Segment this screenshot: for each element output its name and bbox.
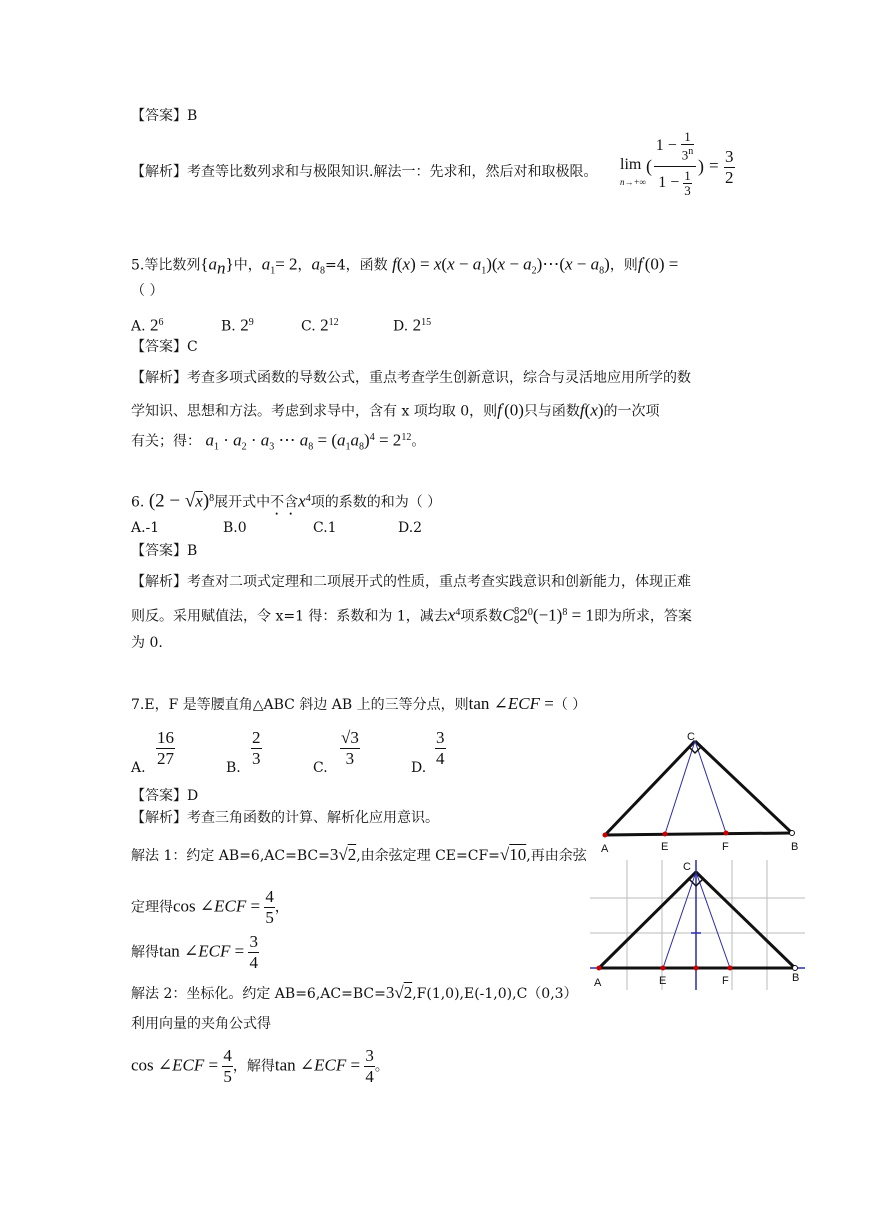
q7-method2-line1: 解法 2：坐标化。约定 AB=6,AC=BC=3√2,F(1,0),E(-1,0),C（0,3）: [131, 983, 578, 1002]
q5-option-b: B. $2^9$: [221, 315, 254, 335]
q5-option-c: C. $2^{12}$: [301, 315, 339, 335]
q6-option-c: C.1: [313, 520, 337, 536]
fig1-side-bc: [695, 741, 792, 833]
q4-analysis-prefix: 【解析】: [131, 164, 187, 180]
fig1-point-b: [790, 831, 795, 836]
q7-method1-line3: 解得tan ∠ECF = $\frac{3}{4}$: [131, 932, 258, 972]
q5-a1-eq: = 2: [275, 254, 298, 274]
q7-answer: 【答案】D: [131, 788, 199, 804]
q7-option-b-frac: $\frac{2}{3}$: [252, 728, 261, 768]
q5-stem: 5.等比数列$\{a_n\}$中，$a_1= 2$，$a_8=4$，函数 $f(x) = x(x - a_1)(x$ − $a_2)\cdots(x - a_8)$，则f′(0) =: [131, 254, 679, 278]
q7-option-a-frac: $\frac{16}{27}$: [157, 728, 174, 768]
triangle-figure-2: [590, 860, 805, 990]
triangle-figure-1: [595, 728, 805, 853]
q7-analysis: 【解析】考查三角函数的计算、解析化应用意识。: [131, 810, 439, 826]
q5-a-n: a: [208, 254, 218, 274]
fig1-point-f: [724, 831, 729, 836]
fig2-side-ac: [599, 872, 696, 968]
fig2-point-a: [597, 966, 602, 971]
fig1-point-a: [603, 833, 608, 838]
fig2-point-b: [793, 966, 798, 971]
fig1-label-f: F: [722, 841, 729, 853]
q7-stem: 7.E，F 是等腰直角△ABC 斜边 AB 上的三等分点，则tan ∠ECF =（ ）: [131, 694, 587, 713]
q5-analysis-line2: 学知识、思想和方法。考虑到求导中，含有 x 项均取 0，则f′(0)只与函数f(x)的一次项: [131, 400, 660, 420]
q4-answer: 【答案】B: [131, 108, 198, 124]
fig2-label-f: F: [722, 975, 729, 987]
q5-then: ，则: [609, 257, 638, 274]
fig1-label-c: C: [687, 731, 695, 743]
q6-analysis-line1: 【解析】考查对二项式定理和二项展开式的性质，重点考查实践意识和创新能力，体现正难: [131, 574, 691, 590]
q6-analysis-line2: 则反。采用赋值法，令 x=1 得：系数和为 1，减去$x^4$项系数C 8 8 $2^0(-1)^8 = 1$即为所求，答案: [131, 605, 692, 626]
q5-middle: 中，: [233, 257, 262, 274]
q6-option-b: B.0: [223, 520, 247, 536]
q7-method1-line1: 解法 1：约定 AB=6,AC=BC=3√2,由余弦定理 CE=CF=√10,再由余弦: [131, 845, 587, 864]
q7-option-a: A.: [131, 760, 146, 776]
q7-option-d-frac: $\frac{3}{4}$: [436, 728, 445, 768]
q6-analysis-line3: 为 0.: [131, 635, 163, 651]
fig2-side-bc: [696, 872, 795, 968]
q6-option-d: D.2: [398, 520, 423, 536]
q5-answer: 【答案】C: [131, 339, 198, 355]
fig1-label-a: A: [601, 843, 609, 853]
fig1-point-e: [663, 832, 668, 837]
fig2-point-f: [728, 966, 733, 971]
fig1-side-ac: [605, 741, 695, 835]
fig2-point-o: [694, 966, 699, 971]
q7-option-c: C.: [313, 760, 328, 776]
fig1-label-b: B: [791, 841, 799, 853]
q6-option-a: A.-1: [131, 520, 160, 536]
q7-method2-line2: 利用向量的夹角公式得: [131, 1016, 271, 1032]
q4-analysis: [131, 162, 597, 182]
fig1-label-e: E: [661, 841, 669, 853]
q5-paren: （ ）: [131, 283, 164, 299]
fig2-grid: [590, 860, 805, 990]
q5-analysis-line1: 【解析】考查多项式函数的导数公式，重点考查学生创新意识，综合与灵活地应用所学的数: [131, 370, 691, 386]
q4-analysis-text: 考查等比数列求和与极限知识.解法一：先求和，然后对和取极限。: [187, 164, 598, 180]
fig2-point-e: [661, 966, 666, 971]
q5-analysis-line3: 有关；得： $a_1 \cdot a_2 \cdot a_3$ ⋯ $a_8 = (a_1a_8)^4 = 2^{12}$。: [131, 430, 426, 453]
q6-not-contain: 不含: [270, 494, 299, 511]
fig2-label-a: A: [594, 977, 602, 989]
fig2-label-c: C: [683, 861, 691, 873]
q5-a8-text: =4，函数: [325, 257, 388, 274]
q5-prefix: 5.等比数列: [131, 257, 201, 274]
q7-option-d: D.: [411, 760, 427, 776]
fig2-label-e: E: [659, 975, 667, 987]
q7-option-b: B.: [226, 760, 241, 776]
fig1-side-ab: [605, 833, 792, 835]
q6-num: 6.: [131, 494, 145, 511]
q7-method1-line2: 定理得cos ∠ECF = $\frac{4}{5}$ ，: [131, 887, 289, 927]
fig2-label-b: B: [792, 972, 800, 984]
q6-stem: 6. $(2 - √x)^8$展开式中不含$x^4$项的系数的和为（ ）: [131, 490, 442, 512]
q7-option-c-frac: $\frac{√3}{3}$: [341, 728, 359, 768]
q5-option-d: D. $2^{15}$: [393, 315, 432, 335]
q7-method2-line3: cos ∠ECF = $\frac{4}{5}$ ，解得tan ∠ECF = $\frac{3}{4}$ 。: [131, 1046, 389, 1086]
q6-answer: 【答案】B: [131, 543, 198, 559]
q5-option-a: A. $2^6$: [131, 315, 164, 335]
